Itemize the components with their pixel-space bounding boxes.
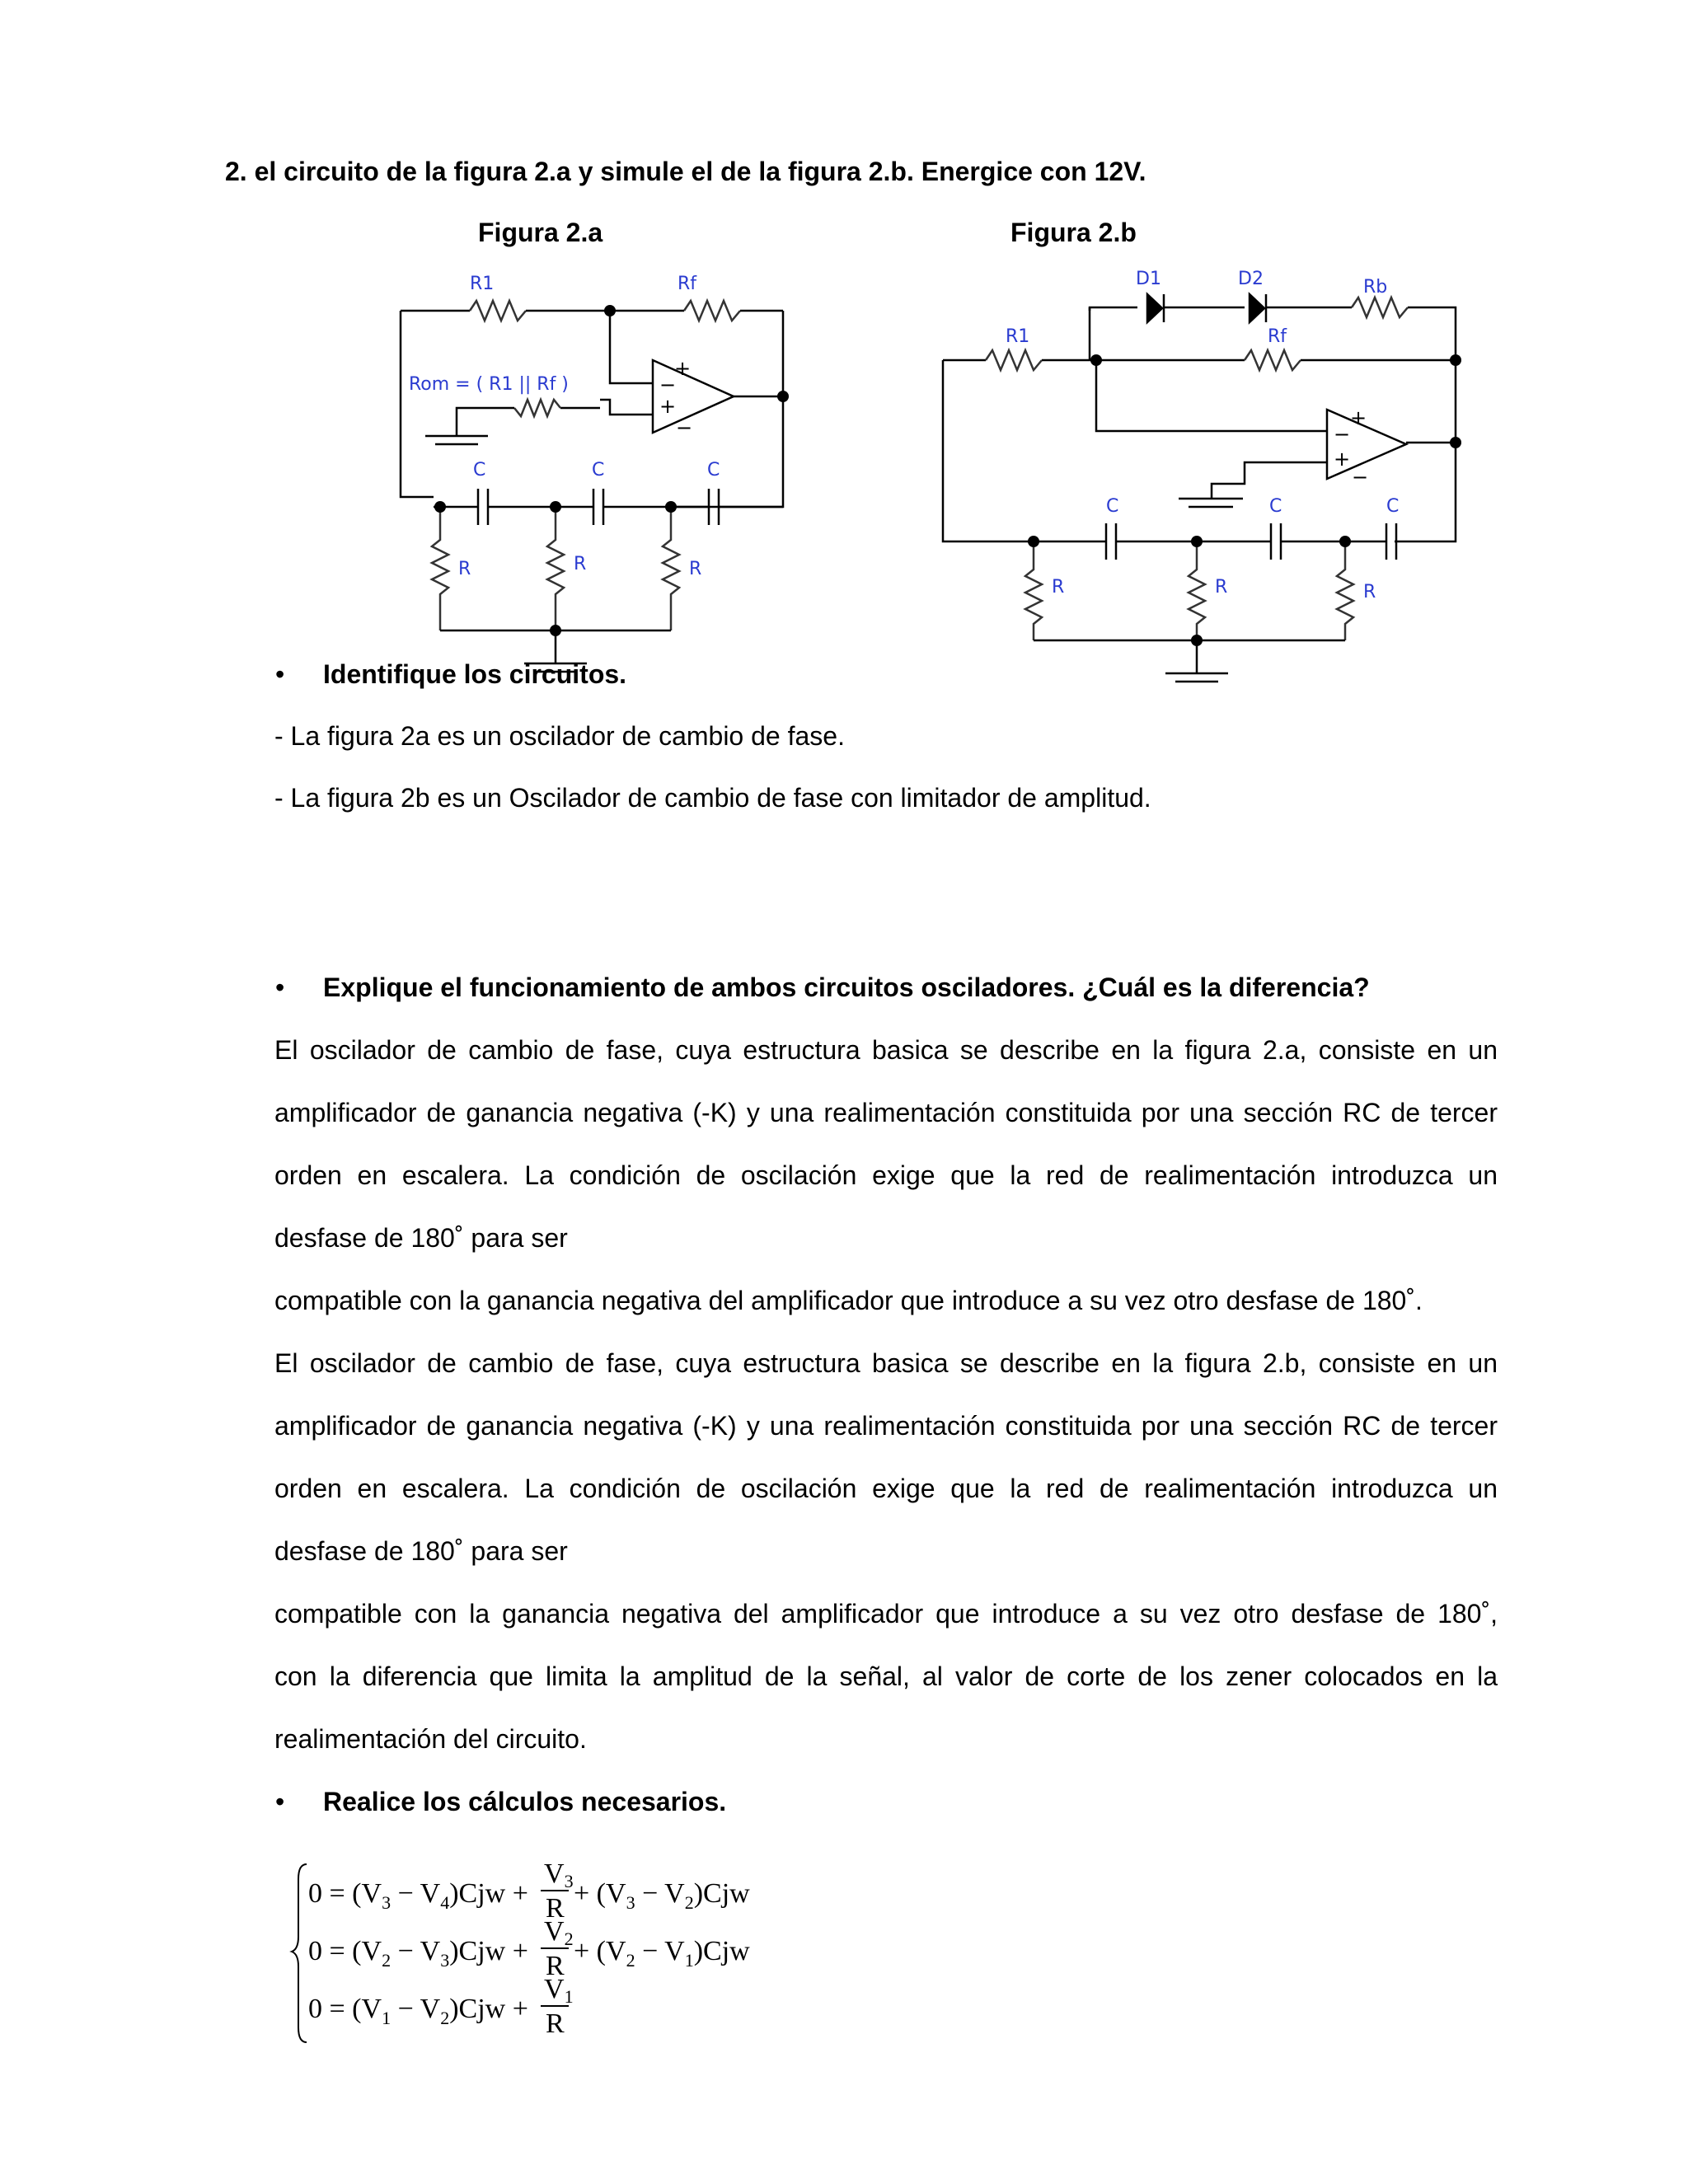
label-rb: Rb bbox=[1363, 277, 1388, 298]
op-amp-b-minus-in: − bbox=[1334, 423, 1351, 446]
paragraph-line: realimentación del circuito. bbox=[274, 1724, 587, 1754]
bullet-explique bbox=[275, 972, 1370, 1003]
paragraph-line: amplificador de ganancia negativa (-K) y una realimentación constituida por una sección RC de tercer bbox=[274, 1098, 1498, 1127]
label-r-a2: R bbox=[574, 554, 587, 574]
figure-a-title: Figura 2.a bbox=[478, 218, 603, 247]
label-d1: D1 bbox=[1136, 269, 1161, 289]
op-amp-b-plus: + bbox=[1350, 406, 1367, 429]
label-c1: C bbox=[473, 460, 486, 480]
paragraph-line: compatible con la ganancia negativa del amplificador que introduce a su vez otro desfase de 180˚, bbox=[274, 1599, 1498, 1629]
svg-text:R: R bbox=[546, 2008, 565, 2039]
bullet-identifique bbox=[275, 659, 627, 690]
paragraph-line: - La figura 2a es un oscilador de cambio de fase. bbox=[274, 721, 845, 751]
op-amp-minus: − bbox=[676, 416, 693, 439]
label-r1: R1 bbox=[470, 274, 495, 294]
figure-b-circuit bbox=[931, 260, 1475, 705]
bullet-dot: • bbox=[275, 659, 285, 689]
op-amp-b-plus-in: + bbox=[1334, 448, 1351, 471]
label-rom: Rom = ( R1 || Rf ) bbox=[409, 374, 569, 395]
label-r-b2: R bbox=[1215, 577, 1228, 598]
paragraph-line: compatible con la ganancia negativa del amplificador que introduce a su vez otro desfase de 180˚. bbox=[274, 1286, 1423, 1315]
label-r-a3: R bbox=[689, 559, 702, 579]
paragraph-line: desfase de 180˚ para ser bbox=[274, 1223, 568, 1253]
svg-text:V3: V3 bbox=[544, 1858, 574, 1891]
svg-text:V1: V1 bbox=[544, 1974, 574, 2007]
svg-text:0 = (V2 − V3)Cjw +: $0 = (V_2 - V_3)Cjw$ + bbox=[308, 1936, 528, 1971]
paragraph-line: - La figura 2b es un Oscilador de cambio de fase con limitador de amplitud. bbox=[274, 783, 1151, 813]
paragraph-line: desfase de 180˚ para ser bbox=[274, 1536, 568, 1566]
paragraph-line: El oscilador de cambio de fase, cuya estructura basica se describe en la figura 2.b, consiste en un bbox=[274, 1348, 1498, 1378]
svg-text:0 = (V3 − V4)Cjw +: $0 = (V_3 - V_4)Cjw$ + bbox=[308, 1878, 528, 1913]
svg-text:R: R bbox=[546, 1893, 565, 1924]
bullet-dot: • bbox=[275, 972, 285, 1002]
label-r1-b: R1 bbox=[1006, 326, 1030, 347]
op-amp-plus: + bbox=[674, 357, 692, 380]
paragraph-line: El oscilador de cambio de fase, cuya estructura basica se describe en la figura 2.a, consiste en un bbox=[274, 1035, 1498, 1065]
svg-text:0 = (V1 − V2)Cjw +: $0 = (V_1 - V_2)Cjw$ + bbox=[308, 1994, 528, 2028]
label-c-b1: C bbox=[1106, 496, 1119, 517]
paragraph-line: orden en escalera. La condición de oscilación exige que la red de realimentación introduzca un bbox=[274, 1474, 1498, 1503]
label-r-b3: R bbox=[1363, 582, 1376, 602]
svg-text:+ (V2 − V1)Cjw: + $(V_2 - V_1)Cjw$ bbox=[574, 1936, 750, 1971]
label-c2: C bbox=[592, 460, 605, 480]
equation-system bbox=[288, 1854, 783, 2052]
paragraph-line: con la diferencia que limita la amplitud de la señal, al valor de corte de los zener colocados en la bbox=[274, 1661, 1498, 1691]
label-r-b1: R bbox=[1052, 577, 1065, 598]
op-amp-plus-in: + bbox=[659, 395, 677, 418]
op-amp-minus-in: − bbox=[659, 373, 677, 396]
label-r-a1: R bbox=[458, 559, 471, 579]
page-heading: 2. el circuito de la figura 2.a y simule el de la figura 2.b. Energice con 12V. bbox=[225, 157, 1146, 186]
bullet-dot: • bbox=[275, 1787, 285, 1816]
label-c-b2: C bbox=[1269, 496, 1282, 517]
label-c3: C bbox=[707, 460, 720, 480]
figure-b-title: Figura 2.b bbox=[1010, 218, 1137, 247]
op-amp-b-minus: − bbox=[1352, 466, 1369, 489]
label-rf-b: Rf bbox=[1268, 326, 1287, 347]
svg-text:V2: V2 bbox=[544, 1916, 574, 1949]
label-rf: Rf bbox=[678, 274, 697, 294]
figure-a-circuit bbox=[387, 260, 799, 680]
bullet-realice bbox=[275, 1787, 727, 1817]
paragraph-line: orden en escalera. La condición de oscilación exige que la red de realimentación introduzca un bbox=[274, 1160, 1498, 1190]
paragraph-line: amplificador de ganancia negativa (-K) y una realimentación constituida por una sección RC de tercer bbox=[274, 1411, 1498, 1441]
svg-text:R: R bbox=[546, 1951, 565, 1981]
label-c-b3: C bbox=[1386, 496, 1400, 517]
label-d2: D2 bbox=[1238, 269, 1264, 289]
system-brace bbox=[292, 1864, 307, 2042]
bullet-text: Identifique los circuitos. bbox=[323, 659, 627, 689]
junction-dot bbox=[604, 305, 616, 316]
bullet-text: Explique el funcionamiento de ambos circuitos osciladores. ¿Cuál es la diferencia? bbox=[323, 972, 1370, 1002]
svg-text:+ (V3 − V2)Cjw: + $(V_3 - V_2)Cjw$ bbox=[574, 1878, 750, 1913]
bullet-text: Realice los cálculos necesarios. bbox=[323, 1787, 727, 1816]
